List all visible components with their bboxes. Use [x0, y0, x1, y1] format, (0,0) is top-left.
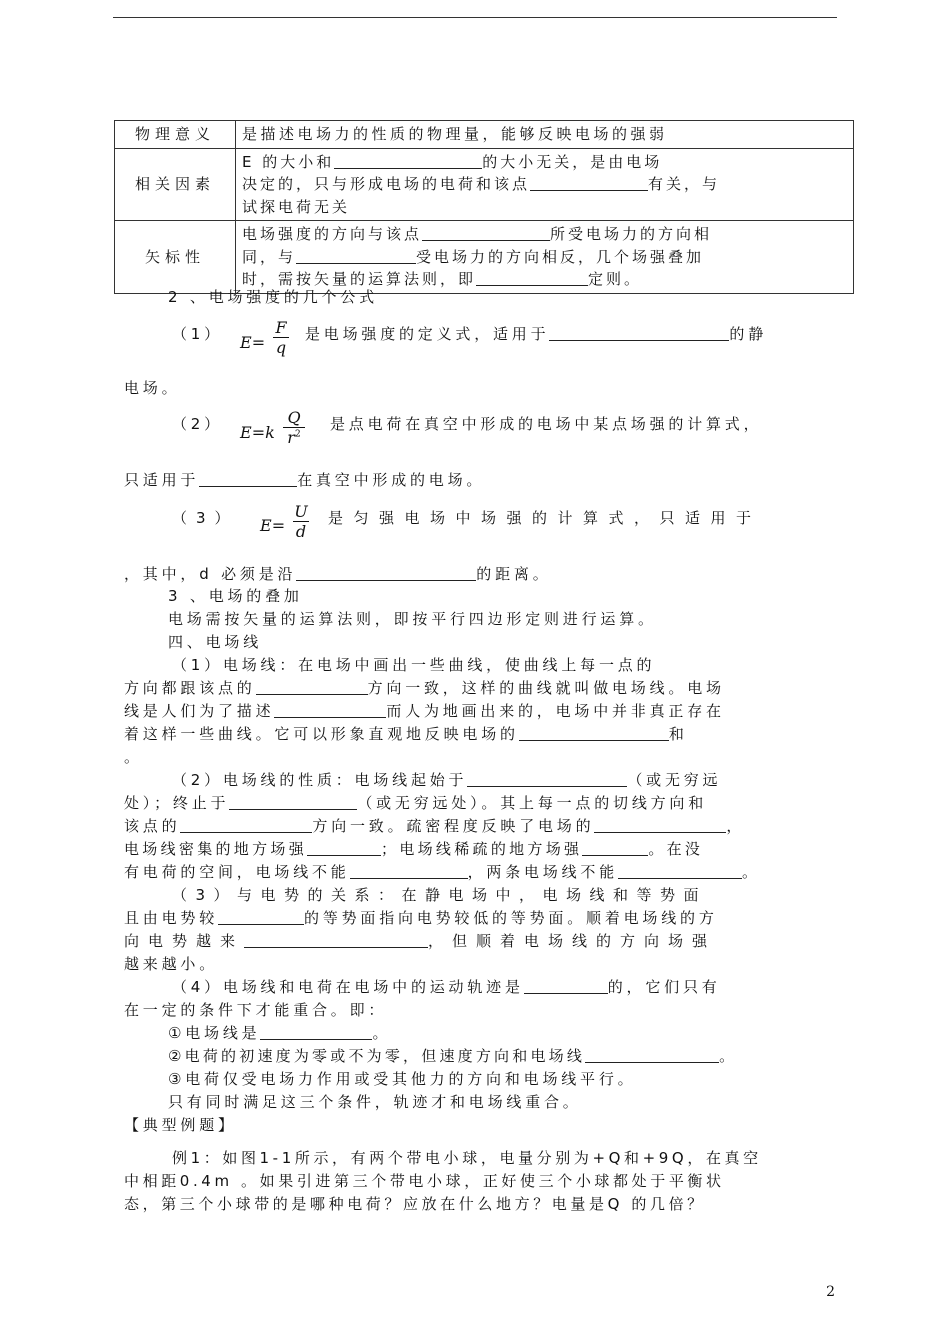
row-body: [236, 221, 854, 294]
row-header: 矢标性: [115, 221, 236, 294]
text: （2）电场线的性质：电场线起始于: [172, 771, 468, 789]
symbol: =: [251, 423, 266, 442]
text: 。: [742, 863, 761, 881]
denominator: d: [295, 522, 307, 541]
row-text: 决定的，只与形成电场的电荷和该点: [242, 175, 531, 193]
table-row: [115, 148, 854, 221]
text: 电场线密集的地方场强: [124, 840, 308, 858]
text: ，: [726, 817, 746, 835]
text: 。: [719, 1047, 738, 1065]
text: 着这样一些曲线。它可以形象直观地反映电场的: [124, 725, 519, 743]
fill-blank: [307, 841, 381, 856]
formula-lhs: [260, 515, 285, 538]
text: 方向都跟该点的: [124, 679, 256, 697]
text: ，其中，d 必须是沿: [124, 565, 297, 583]
fill-blank: [467, 772, 627, 787]
paragraph-line: ③电荷仅受电场力作用或受其他力的方向和电场线平行。: [168, 1070, 637, 1088]
text: ，但顺着电场线的方向场强: [428, 932, 717, 950]
row-body: [236, 121, 854, 149]
row-text: 时，需按矢量的运算法则，即: [242, 270, 477, 288]
text: 该点的: [124, 817, 181, 835]
paragraph-line: [124, 563, 552, 586]
fill-blank: [350, 864, 468, 879]
fill-blank: [296, 249, 416, 264]
fill-blank: [530, 176, 648, 191]
numerator: F: [275, 318, 287, 337]
fill-blank: [244, 933, 428, 948]
paragraph-line: [124, 792, 707, 815]
text: ，两条电场线不能: [467, 863, 619, 881]
text: 向电势越来: [124, 932, 245, 950]
denominator-base: r: [287, 428, 295, 447]
header-rule: [113, 17, 837, 18]
fill-blank: [274, 703, 386, 718]
symbol: E: [260, 516, 272, 535]
paragraph-line: [124, 907, 718, 930]
paragraph-line: [305, 323, 767, 346]
row-text: 是描述电场力的性质的物理量，能够反映电场的强弱: [242, 125, 668, 143]
text: 方向一致，这样的曲线就叫做电场线。电场: [367, 679, 725, 697]
page-number: 2: [826, 1284, 835, 1300]
fill-blank: [594, 818, 726, 833]
paragraph-line: [124, 815, 745, 838]
paragraph-line: 电场需按矢量的运算法则，即按平行四边形定则进行运算。: [168, 610, 657, 628]
fraction: [273, 318, 289, 357]
text: ；电场线稀疏的地方场强: [381, 840, 583, 858]
formula-lhs: [240, 332, 265, 355]
section-heading: 3 、电场的叠加: [168, 587, 303, 605]
row-text: 定则。: [588, 270, 643, 288]
symbol: E: [240, 333, 252, 352]
property-table: [114, 120, 854, 294]
formula-number: （3）: [172, 509, 239, 527]
fill-blank: [582, 841, 648, 856]
numerator: U: [294, 502, 308, 521]
text: 方向一致。疏密程度反映了电场的: [312, 817, 595, 835]
paragraph-line: [124, 723, 688, 746]
text: ②电荷的初速度为零或不为零，但速度方向和电场线: [168, 1047, 586, 1065]
fill-blank: [549, 326, 729, 341]
paragraph-line: [168, 1045, 737, 1068]
row-header: 物理意义: [115, 121, 236, 149]
fill-blank: [524, 979, 608, 994]
paragraph-line: 是匀强电场中场强的计算式，只适用于: [328, 509, 762, 527]
paragraph-line: [124, 838, 703, 861]
fill-blank: [218, 910, 304, 925]
paragraph-line: （3）与电势的关系：在静电场中，电场线和等势面: [172, 886, 708, 904]
fill-blank: [476, 271, 588, 286]
fill-blank: [585, 1048, 719, 1063]
text: 只适用于: [124, 471, 200, 489]
text: （或无穷远: [627, 771, 722, 789]
section-heading: 四、电场线: [168, 633, 263, 651]
numerator: Q: [287, 408, 301, 427]
paragraph-line: 只有同时满足这三个条件，轨迹才和电场线重合。: [168, 1093, 582, 1111]
fill-blank: [260, 1025, 372, 1040]
row-text: 电场强度的方向与该点: [242, 225, 423, 243]
paragraph-line: [172, 976, 721, 999]
symbol: =: [251, 333, 266, 352]
text: 的静: [729, 325, 768, 343]
fill-blank: [519, 726, 669, 741]
paragraph-line: 越来越小。: [124, 955, 219, 973]
row-text: 有关，与: [648, 175, 721, 193]
table-row: [115, 221, 854, 294]
paragraph-line: 态，第三个小球带的是哪种电荷？应放在什么地方？电量是Q 的几倍？: [124, 1195, 706, 1213]
row-text: 的大小无关，是由电场: [482, 152, 663, 171]
row-text: 同，与: [242, 247, 297, 266]
paragraph-line: 电场。: [124, 379, 181, 397]
text: 的，它们只有: [607, 978, 721, 996]
text: 。: [372, 1024, 392, 1042]
fill-blank: [256, 680, 368, 695]
paragraph-line: [124, 700, 725, 723]
row-text: E 的大小和: [242, 152, 335, 171]
denominator: q: [275, 338, 287, 357]
paragraph-line: 。: [124, 748, 143, 766]
fill-blank: [229, 795, 357, 810]
paragraph-line: [124, 677, 725, 700]
symbol: =: [271, 516, 286, 535]
paragraph-line: [124, 469, 485, 492]
row-text: 受电场力的方向相反，几个场强叠加: [416, 247, 705, 266]
exponent: 2: [294, 429, 301, 440]
paragraph-line: [124, 861, 761, 884]
fill-blank: [180, 818, 312, 833]
text: 处）；终止于: [124, 794, 230, 812]
text: 的等势面指向电势较低的等势面。顺着电场线的方: [304, 909, 718, 927]
formula-lhs: [240, 422, 275, 445]
formula-number: （2）: [172, 415, 223, 433]
paragraph-line: [172, 769, 721, 792]
text: 是电场强度的定义式，适用于: [305, 325, 550, 343]
text: 在真空中形成的电场。: [297, 471, 486, 489]
text: 。在没: [648, 840, 704, 858]
row-text: 所受电场力的方向相: [550, 225, 713, 243]
paragraph-line: [168, 1022, 391, 1045]
paragraph-line: [124, 930, 716, 953]
row-text: 试探电荷无关: [242, 197, 351, 216]
text: 有电荷的空间，电场线不能: [124, 863, 350, 881]
row-header: 相关因素: [115, 148, 236, 221]
text: 且由电势较: [124, 909, 219, 927]
example-heading: 【典型例题】: [124, 1116, 237, 1134]
fill-blank: [334, 154, 482, 169]
fill-blank: [199, 472, 297, 487]
text: 的距离。: [476, 565, 552, 583]
text: 而人为地画出来的，电场中并非真正存在: [386, 702, 725, 720]
paragraph-line: 例1：如图1-1所示，有两个带电小球，电量分别为+Q和+9Q，在真空: [172, 1149, 762, 1167]
fill-blank: [422, 226, 550, 241]
fill-blank: [296, 566, 476, 581]
symbol: E: [240, 423, 252, 442]
section-heading: 2 、电场强度的几个公式: [168, 288, 378, 306]
text: 和: [668, 725, 688, 743]
fraction: [283, 408, 305, 447]
text: 线是人们为了描述: [124, 702, 275, 720]
fraction: [293, 502, 309, 541]
table-row: [115, 121, 854, 149]
text: ①电场线是: [168, 1024, 261, 1042]
symbol: k: [265, 423, 275, 442]
paragraph-line: 中相距0.4m 。如果引进第三个带电小球，正好使三个小球都处于平衡状: [124, 1172, 725, 1190]
denominator: [283, 428, 305, 447]
paragraph-line: （1）电场线：在电场中画出一些曲线，使曲线上每一点的: [172, 656, 656, 674]
fill-blank: [618, 864, 742, 879]
row-body: [236, 148, 854, 221]
paragraph-line: 在一定的条件下才能重合。即：: [124, 1001, 388, 1019]
text: （或无穷远处）。其上每一点的切线方向和: [357, 794, 708, 812]
paragraph-line: 是点电荷在真空中形成的电场中某点场强的计算式，: [330, 415, 763, 433]
text: （4）电场线和电荷在电场中的运动轨迹是: [172, 978, 524, 996]
formula-number: （1）: [172, 325, 223, 343]
